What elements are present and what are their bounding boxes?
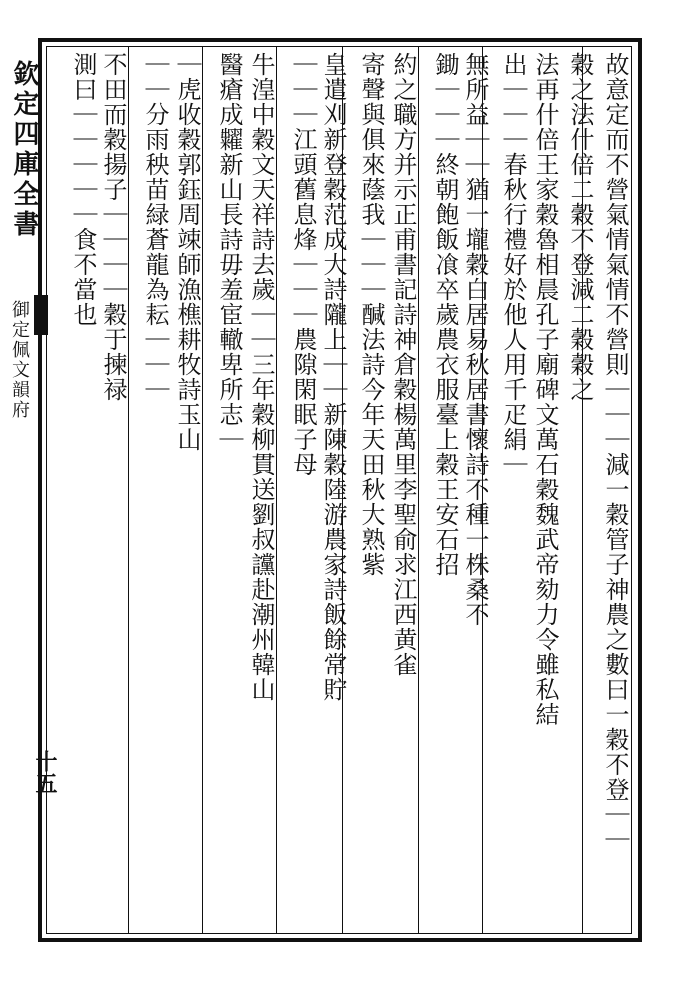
- page-number: 十五: [32, 750, 58, 794]
- margin-title: 欽定四庫全書: [9, 60, 39, 240]
- text-column: ｜｜｜江頭舊息烽｜｜｜農隙閑眠子母: [289, 52, 317, 477]
- text-column: 鋤｜｜｜終朝飽飯飡卒歲農衣服臺上穀王安石招: [431, 52, 459, 577]
- text-column: 法再什倍王家穀魯相晨孔子廟碑文萬石穀魏武帝劾力令雖私結: [531, 52, 559, 727]
- margin-book-title: 御定佩文韻府: [9, 300, 30, 420]
- text-column: 測曰｜｜｜｜｜食不當也: [69, 52, 97, 327]
- text-column: 醫瘡成糶新山長詩毋羞宦轍卑所志｜: [215, 52, 243, 452]
- text-column: 穀之法什倍二穀不登減二穀穀之: [566, 52, 594, 402]
- text-column: 寄聲與俱來蔭我｜｜｜醎法詩今年天田秋大熟紫: [357, 52, 385, 577]
- text-column: 約之職方并示正甫書記詩神倉穀楊萬里李聖俞求江西黄雀: [389, 52, 417, 677]
- text-column: 牛湟中穀文天祥詩去歲｜｜三年穀柳貫送劉叔讜赴潮州韓山: [247, 52, 275, 702]
- text-column: 皇遣刈新登穀范成大詩隴上｜｜新陳穀陸游農家詩飯餘常貯: [319, 52, 347, 702]
- text-column: ｜｜分雨秧苗緑蒼龍為耘｜｜｜: [141, 52, 169, 402]
- text-column: 故意定而不營氣情氣情不營則｜｜｜減一穀管子神農之數曰一穀不登｜｜: [601, 52, 629, 852]
- text-column: 不田而穀揚子｜｜｜｜穀于揀禄: [99, 52, 127, 402]
- text-column: 出｜｜｜春秋行禮好於他人用千疋絹｜: [499, 52, 527, 477]
- text-column: 無所益｜｜猶一壠穀白居易秋居書懷詩不種一株桑不: [461, 52, 489, 627]
- text-column: ｜虎收穀郭鈺周竦師漁樵耕牧詩玉山: [173, 52, 201, 452]
